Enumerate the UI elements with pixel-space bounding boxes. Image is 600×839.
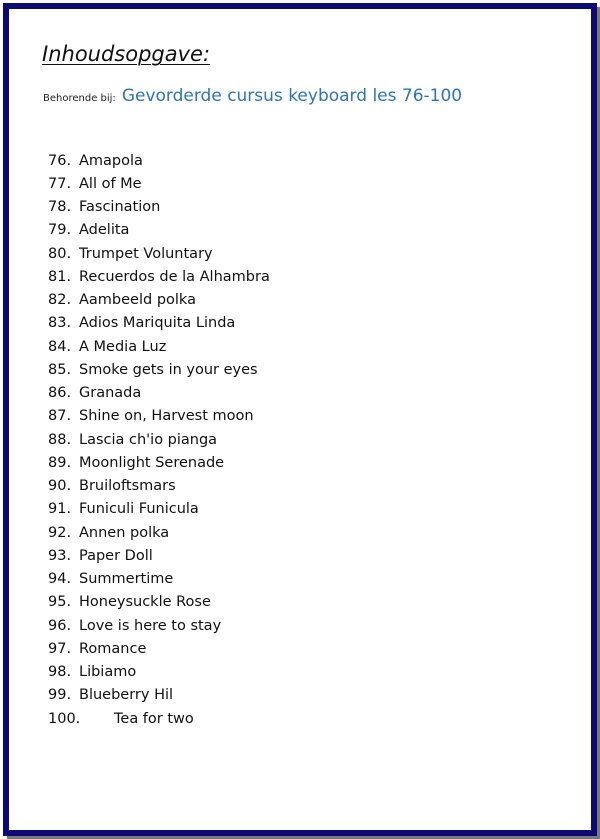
toc-number: 86.: [48, 385, 72, 402]
toc-number: 95.: [48, 594, 72, 611]
toc-item: [48, 172, 270, 195]
toc-title: Adios Mariquita Linda: [79, 315, 236, 332]
toc-title: A Media Luz: [79, 338, 167, 355]
toc-number: 87.: [48, 408, 72, 425]
toc-number: 93.: [48, 547, 72, 564]
toc-number: 99.: [48, 687, 72, 704]
toc-item: [48, 335, 270, 358]
toc-number: 92.: [48, 524, 72, 541]
toc-item: [48, 521, 270, 544]
toc-number: 88.: [48, 431, 72, 448]
toc-item: [48, 428, 270, 451]
toc-number: 98.: [48, 664, 72, 681]
toc-number: 90.: [48, 478, 72, 495]
toc-title: Blueberry Hil: [79, 687, 174, 704]
toc-item: [48, 614, 270, 637]
toc-number: 84.: [48, 338, 72, 355]
course-reference: [43, 86, 462, 106]
toc-item: [48, 289, 270, 312]
toc-item: [48, 475, 270, 498]
toc-title: Paper Doll: [79, 547, 153, 564]
toc-title: Amapola: [79, 152, 143, 169]
toc-title: Adelita: [79, 222, 130, 239]
toc-title: Funiculi Funicula: [79, 501, 199, 518]
toc-title: Libiamo: [79, 664, 137, 681]
toc-title: Shine on, Harvest moon: [79, 408, 254, 425]
toc-item: [48, 591, 270, 614]
toc-item: [48, 568, 270, 591]
toc-item: [48, 265, 270, 288]
page-title: Inhoudsopgave:: [42, 42, 211, 66]
toc-item: [48, 242, 270, 265]
toc-number: 77.: [48, 175, 72, 192]
toc-number: 89.: [48, 454, 72, 471]
course-name: Gevorderde cursus keyboard les 76-100: [121, 86, 463, 106]
toc-item: [48, 684, 270, 707]
toc-number: 79.: [48, 222, 72, 239]
toc-title: Honeysuckle Rose: [79, 594, 211, 611]
toc-item: [48, 498, 270, 521]
table-of-contents: [48, 149, 270, 730]
toc-title: Aambeeld polka: [79, 292, 196, 309]
toc-item: [48, 358, 270, 381]
toc-number: 78.: [48, 199, 72, 216]
toc-title: Fascination: [79, 199, 161, 216]
toc-number: 85.: [48, 361, 72, 378]
toc-title: Annen polka: [79, 524, 170, 541]
toc-title: Romance: [79, 640, 147, 657]
toc-number: 83.: [48, 315, 72, 332]
toc-title: Love is here to stay: [79, 617, 222, 634]
toc-title: All of Me: [79, 175, 142, 192]
toc-number: 100.: [48, 710, 81, 727]
toc-number: 82.: [48, 292, 72, 309]
toc-title: Recuerdos de la Alhambra: [79, 268, 270, 285]
toc-item: [48, 382, 270, 405]
toc-number: 81.: [48, 268, 72, 285]
toc-title: Lascia ch'io pianga: [79, 431, 218, 448]
toc-title: Bruiloftsmars: [79, 478, 176, 495]
toc-item: [48, 312, 270, 335]
toc-number: 80.: [48, 245, 72, 262]
subtitle-label: Behorende bij:: [43, 93, 116, 104]
toc-title: Tea for two: [114, 710, 194, 727]
toc-number: 96.: [48, 617, 72, 634]
toc-item: [48, 149, 270, 172]
toc-item: [48, 196, 270, 219]
toc-item: [48, 544, 270, 567]
toc-number: 91.: [48, 501, 72, 518]
toc-item: [48, 661, 270, 684]
toc-item: [48, 451, 270, 474]
toc-number: 76.: [48, 152, 72, 169]
toc-title: Trumpet Voluntary: [79, 245, 213, 262]
toc-number: 97.: [48, 640, 72, 657]
toc-title: Smoke gets in your eyes: [79, 361, 258, 378]
toc-title: Moonlight Serenade: [79, 454, 225, 471]
toc-title: Granada: [79, 385, 142, 402]
toc-item: [48, 405, 270, 428]
toc-number: 94.: [48, 571, 72, 588]
toc-item: [48, 219, 270, 242]
toc-item: [48, 707, 270, 730]
toc-item: [48, 637, 270, 660]
toc-title: Summertime: [79, 571, 174, 588]
